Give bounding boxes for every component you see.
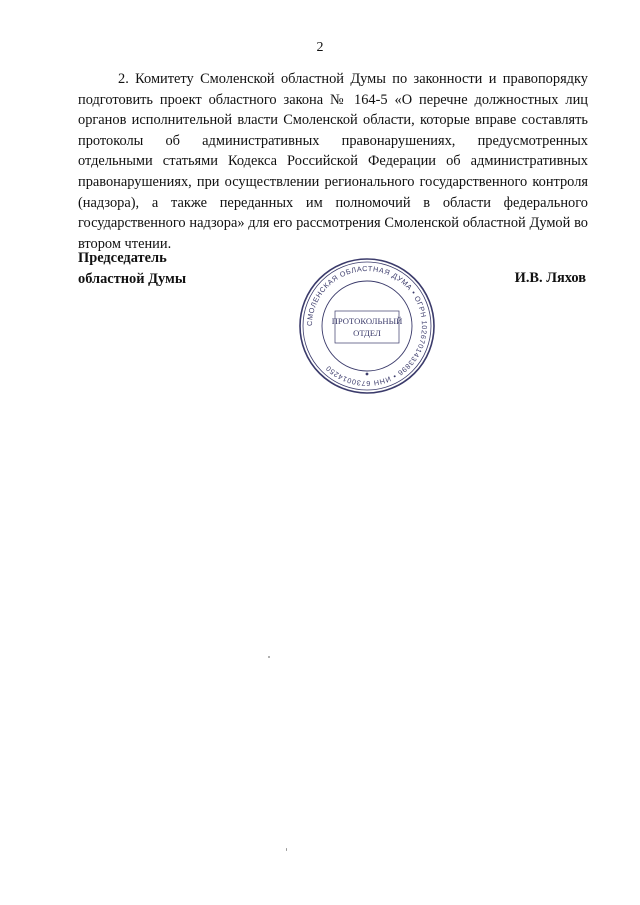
seal-center-line1: ПРОТОКОЛЬНЫЙ <box>331 316 403 326</box>
signature-title-line2: областной Думы <box>78 270 187 287</box>
seal-ring-text: СМОЛЕНСКАЯ ОБЛАСТНАЯ ДУМА • ОГРН 1026701433896 • ИНН 6730014250 <box>304 263 430 389</box>
scan-speck <box>268 656 270 658</box>
seal-center-line2: ОТДЕЛ <box>353 328 381 338</box>
signature-title <box>78 248 186 289</box>
signer-name: И.В. Ляхов <box>514 270 586 286</box>
page-number: 2 <box>316 40 324 55</box>
body-paragraph: 2. Комитету Смоленской областной Думы по законности и правопорядку подготовить проект областного закона № 164-5 «О перечне должностных лиц органов исполнительной власти Смоленской области, которые вправе составлять протоколы об административных правонарушениях, предусмотренных отдельными статьями Кодекса Российской Федерации об административных правонарушениях, при осуществлении регионального государственного контроля (надзора), а также переданных им полномочий в области федерального государственного надзора» для его рассмотрения Смоленской областной Думой во втором чтении. <box>78 71 588 252</box>
official-seal-stamp <box>297 256 437 396</box>
scan-speck <box>286 848 287 851</box>
signature-title-line1: Председатель <box>78 250 167 266</box>
